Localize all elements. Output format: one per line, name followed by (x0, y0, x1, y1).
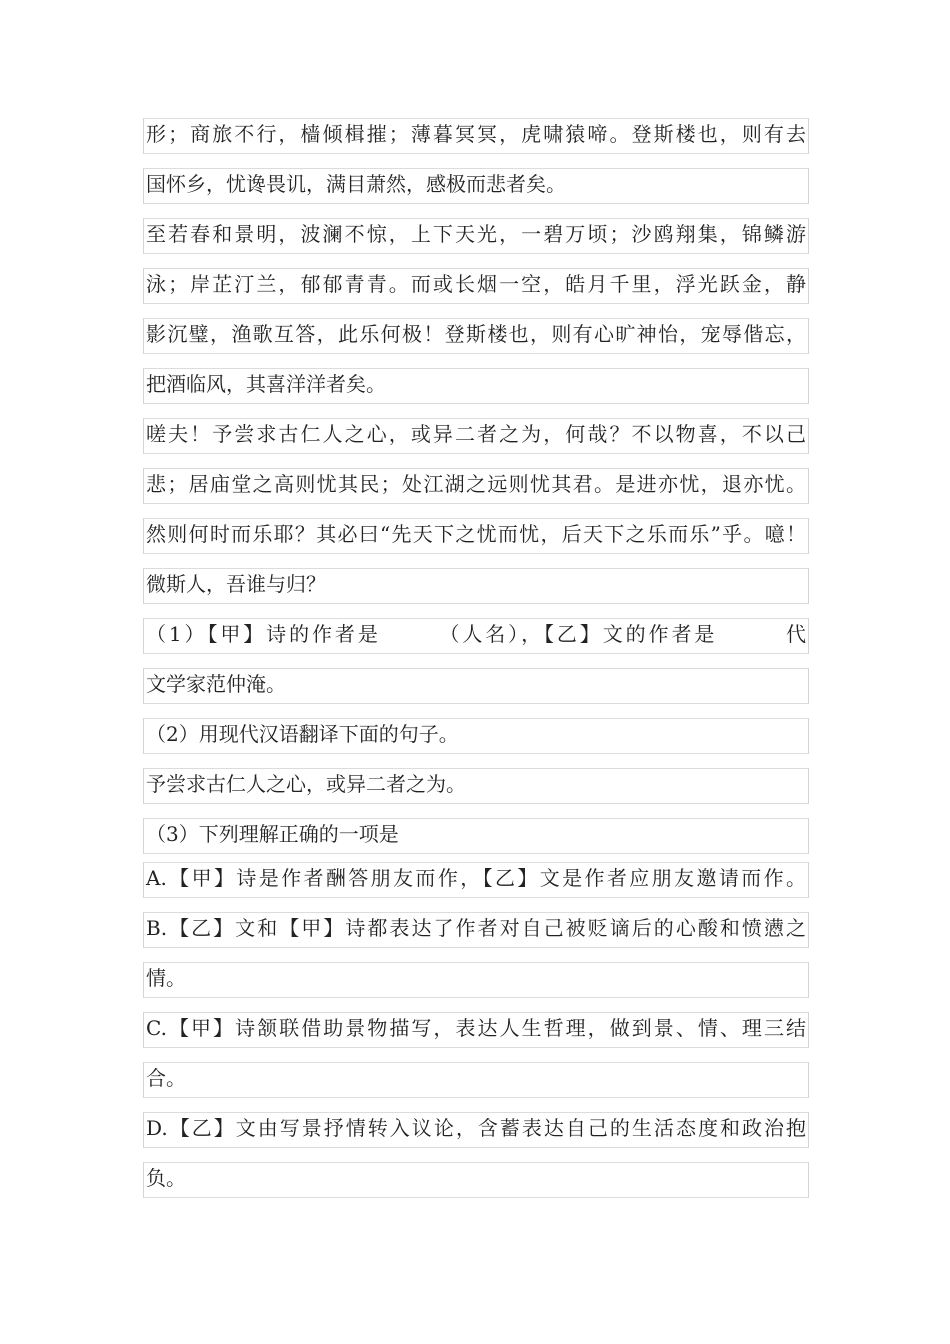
text-line (143, 962, 809, 998)
text-line-content: 把酒临风，其喜洋洋者矣。 (146, 372, 386, 396)
text-line-content: D.【乙】文由写景抒情转入议论，含蓄表达自己的生活态度和政治抱 (146, 1116, 806, 1140)
text-line (143, 1062, 809, 1098)
text-line-content: （1）【甲】诗的作者是 （人名），【乙】文的作者是 代 (146, 622, 806, 646)
text-line-content: 合。 (146, 1066, 186, 1090)
text-line-content: 形；商旅不行，樯倾楫摧；薄暮冥冥，虎啸猿啼。登斯楼也，则有去 (146, 122, 806, 146)
text-line-content: 泳；岸芷汀兰，郁郁青青。而或长烟一空，皓月千里，浮光跃金，静 (146, 272, 806, 296)
text-line-content: A.【甲】诗是作者酬答朋友而作，【乙】文是作者应朋友邀请而作。 (146, 866, 806, 890)
text-line (143, 768, 809, 804)
text-line-content: B.【乙】文和【甲】诗都表达了作者对自己被贬谪后的心酸和愤懑之 (146, 916, 806, 940)
text-line (143, 318, 809, 354)
text-line-content: 影沉璧，渔歌互答，此乐何极！登斯楼也，则有心旷神怡，宠辱偕忘， (146, 322, 806, 346)
text-line (143, 118, 809, 154)
text-line (143, 218, 809, 254)
text-line-content: 至若春和景明，波澜不惊，上下天光，一碧万顷；沙鸥翔集，锦鳞游 (146, 222, 806, 246)
text-line-content: C.【甲】诗颔联借助景物描写，表达人生哲理，做到景、情、理三结 (146, 1016, 806, 1040)
text-line (143, 818, 809, 854)
text-line-content: 微斯人，吾谁与归？ (146, 572, 326, 596)
text-line-content: 予尝求古仁人之心，或异二者之为。 (146, 772, 466, 796)
text-line (143, 1112, 809, 1148)
text-line (143, 418, 809, 454)
text-line (143, 912, 809, 948)
text-line-content: （3）下列理解正确的一项是 (146, 822, 399, 846)
text-line (143, 1162, 809, 1198)
text-line-content: （2）用现代汉语翻译下面的句子。 (146, 722, 459, 746)
text-line (143, 568, 809, 604)
text-line (143, 268, 809, 304)
text-line (143, 468, 809, 504)
text-line (143, 718, 809, 754)
text-line (143, 862, 809, 898)
text-line-content: 国怀乡，忧谗畏讥，满目萧然，感极而悲者矣。 (146, 172, 566, 196)
text-line (143, 618, 809, 654)
text-line (143, 168, 809, 204)
text-line (143, 368, 809, 404)
text-line-content: 悲；居庙堂之高则忧其民；处江湖之远则忧其君。是进亦忧，退亦忧。 (146, 472, 806, 496)
text-line (143, 518, 809, 554)
text-line-content: 文学家范仲淹。 (146, 672, 286, 696)
text-line-content: 负。 (146, 1166, 186, 1190)
text-line-content: 然则何时而乐耶？其必曰“先天下之忧而忧，后天下之乐而乐”乎。噫！ (146, 522, 806, 546)
text-line (143, 668, 809, 704)
text-line-content: 情。 (146, 966, 186, 990)
text-line-content: 嗟夫！予尝求古仁人之心，或异二者之为，何哉？不以物喜，不以己 (146, 422, 806, 446)
text-line (143, 1012, 809, 1048)
